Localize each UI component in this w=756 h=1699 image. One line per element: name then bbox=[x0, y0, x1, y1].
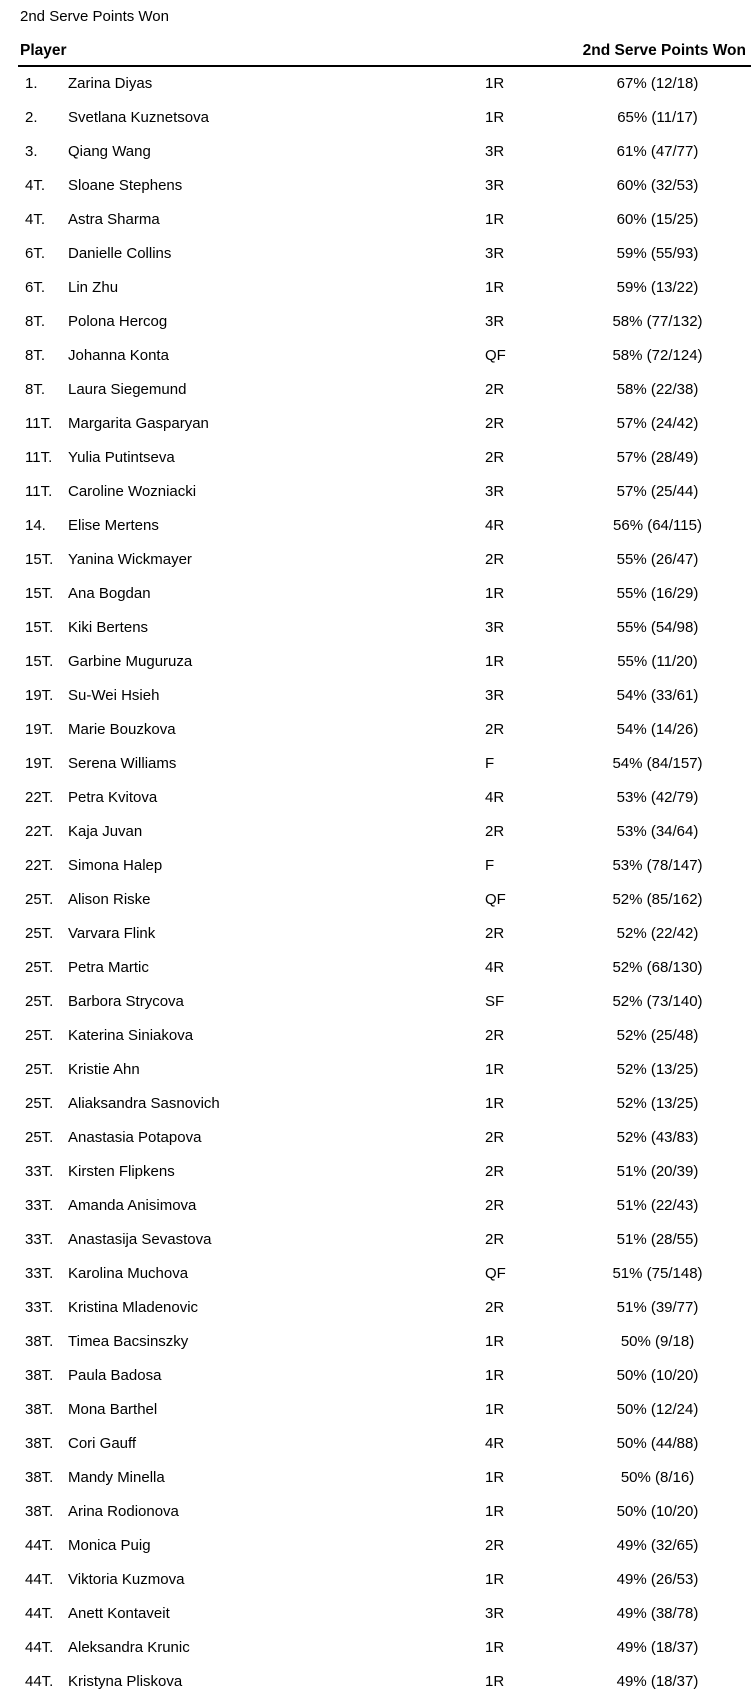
table-row bbox=[0, 1597, 756, 1631]
rank-cell: 19T. bbox=[25, 721, 54, 738]
rank-cell: 38T. bbox=[25, 1469, 54, 1486]
round-cell: 2R bbox=[485, 1537, 505, 1554]
player-name-cell: Polona Hercog bbox=[68, 313, 168, 330]
round-cell: 1R bbox=[485, 1367, 505, 1384]
round-cell: 2R bbox=[485, 925, 505, 942]
round-cell: 1R bbox=[485, 653, 505, 670]
rank-cell: 11T. bbox=[25, 483, 53, 500]
column-header-player: Player bbox=[20, 42, 67, 59]
rank-cell: 25T. bbox=[25, 1095, 54, 1112]
stat-value-cell: 49% (18/37) bbox=[616, 1639, 699, 1656]
stat-value-cell: 51% (22/43) bbox=[616, 1197, 699, 1214]
rank-cell: 44T. bbox=[25, 1571, 54, 1588]
player-name-cell: Marie Bouzkova bbox=[68, 721, 176, 738]
table-row bbox=[0, 577, 756, 611]
round-cell: 2R bbox=[485, 823, 505, 840]
rank-cell: 44T. bbox=[25, 1605, 54, 1622]
player-name-cell: Kristie Ahn bbox=[68, 1061, 140, 1078]
table-row bbox=[0, 1223, 756, 1257]
stat-value-cell: 54% (14/26) bbox=[616, 721, 699, 738]
column-header-stat: 2nd Serve Points Won bbox=[582, 42, 746, 59]
rank-cell: 33T. bbox=[25, 1299, 54, 1316]
player-name-cell: Kaja Juvan bbox=[68, 823, 143, 840]
round-cell: 4R bbox=[485, 517, 505, 534]
stat-value-cell: 52% (25/48) bbox=[616, 1027, 699, 1044]
stat-value-cell: 49% (32/65) bbox=[616, 1537, 699, 1554]
player-name-cell: Barbora Strycova bbox=[68, 993, 184, 1010]
rank-cell: 8T. bbox=[25, 313, 46, 330]
table-row bbox=[0, 407, 756, 441]
table-row bbox=[0, 1291, 756, 1325]
stat-value-cell: 51% (75/148) bbox=[612, 1265, 703, 1282]
round-cell: 1R bbox=[485, 211, 505, 228]
rank-cell: 38T. bbox=[25, 1435, 54, 1452]
rank-cell: 22T. bbox=[25, 823, 54, 840]
stat-value-cell: 50% (10/20) bbox=[616, 1503, 699, 1520]
table-row bbox=[0, 1393, 756, 1427]
table-row bbox=[0, 305, 756, 339]
round-cell: QF bbox=[485, 347, 506, 364]
rank-cell: 38T. bbox=[25, 1401, 54, 1418]
player-name-cell: Arina Rodionova bbox=[68, 1503, 179, 1520]
player-name-cell: Qiang Wang bbox=[68, 143, 151, 160]
table-row bbox=[0, 1529, 756, 1563]
player-name-cell: Laura Siegemund bbox=[68, 381, 187, 398]
page-title: 2nd Serve Points Won bbox=[20, 8, 169, 25]
table-row bbox=[0, 1121, 756, 1155]
table-row bbox=[0, 101, 756, 135]
table-row bbox=[0, 917, 756, 951]
stat-value-cell: 50% (44/88) bbox=[616, 1435, 699, 1452]
player-name-cell: Serena Williams bbox=[68, 755, 177, 772]
player-name-cell: Petra Martic bbox=[68, 959, 149, 976]
table-row bbox=[0, 1631, 756, 1665]
stat-value-cell: 57% (28/49) bbox=[616, 449, 699, 466]
player-name-cell: Sloane Stephens bbox=[68, 177, 183, 194]
rank-cell: 15T. bbox=[25, 551, 54, 568]
round-cell: 2R bbox=[485, 1163, 505, 1180]
table-body bbox=[0, 67, 756, 1699]
round-cell: 2R bbox=[485, 415, 505, 432]
rank-cell: 6T. bbox=[25, 279, 46, 296]
rank-cell: 25T. bbox=[25, 1061, 54, 1078]
stat-value-cell: 61% (47/77) bbox=[616, 143, 699, 160]
round-cell: 3R bbox=[485, 143, 505, 160]
player-name-cell: Ana Bogdan bbox=[68, 585, 151, 602]
player-name-cell: Katerina Siniakova bbox=[68, 1027, 194, 1044]
rank-cell: 6T. bbox=[25, 245, 46, 262]
round-cell: 1R bbox=[485, 585, 505, 602]
round-cell: 3R bbox=[485, 1605, 505, 1622]
stat-value-cell: 58% (72/124) bbox=[612, 347, 703, 364]
stat-value-cell: 57% (24/42) bbox=[616, 415, 699, 432]
rank-cell: 25T. bbox=[25, 959, 54, 976]
rank-cell: 4T. bbox=[25, 211, 46, 228]
round-cell: SF bbox=[485, 993, 505, 1010]
rank-cell: 14. bbox=[25, 517, 46, 534]
player-name-cell: Astra Sharma bbox=[68, 211, 160, 228]
player-name-cell: Yanina Wickmayer bbox=[68, 551, 192, 568]
table-row bbox=[0, 747, 756, 781]
stat-value-cell: 50% (9/18) bbox=[620, 1333, 695, 1350]
rank-cell: 33T. bbox=[25, 1231, 54, 1248]
table-row bbox=[0, 1427, 756, 1461]
rank-cell: 3. bbox=[25, 143, 38, 160]
round-cell: 1R bbox=[485, 279, 505, 296]
player-name-cell: Kristyna Pliskova bbox=[68, 1673, 183, 1690]
stat-value-cell: 54% (84/157) bbox=[612, 755, 703, 772]
stat-value-cell: 49% (18/37) bbox=[616, 1673, 699, 1690]
table-row bbox=[0, 679, 756, 713]
table-row bbox=[0, 1563, 756, 1597]
round-cell: 2R bbox=[485, 1129, 505, 1146]
table-row bbox=[0, 339, 756, 373]
player-name-cell: Danielle Collins bbox=[68, 245, 172, 262]
player-name-cell: Varvara Flink bbox=[68, 925, 156, 942]
player-name-cell: Karolina Muchova bbox=[68, 1265, 189, 1282]
round-cell: 4R bbox=[485, 959, 505, 976]
rank-cell: 15T. bbox=[25, 585, 54, 602]
rank-cell: 4T. bbox=[25, 177, 46, 194]
stat-value-cell: 52% (13/25) bbox=[616, 1061, 699, 1078]
round-cell: 3R bbox=[485, 245, 505, 262]
round-cell: 3R bbox=[485, 177, 505, 194]
stat-value-cell: 51% (28/55) bbox=[616, 1231, 699, 1248]
round-cell: 3R bbox=[485, 619, 505, 636]
stat-value-cell: 55% (11/20) bbox=[617, 653, 698, 670]
round-cell: 1R bbox=[485, 1571, 505, 1588]
table-row bbox=[0, 1257, 756, 1291]
table-row bbox=[0, 203, 756, 237]
table-row bbox=[0, 1087, 756, 1121]
round-cell: 2R bbox=[485, 1299, 505, 1316]
stat-value-cell: 58% (22/38) bbox=[616, 381, 699, 398]
player-name-cell: Cori Gauff bbox=[68, 1435, 137, 1452]
player-name-cell: Svetlana Kuznetsova bbox=[68, 109, 209, 126]
player-name-cell: Alison Riske bbox=[68, 891, 151, 908]
table-row bbox=[0, 849, 756, 883]
table-row bbox=[0, 475, 756, 509]
player-name-cell: Petra Kvitova bbox=[68, 789, 158, 806]
round-cell: F bbox=[485, 755, 495, 772]
round-cell: QF bbox=[485, 891, 506, 908]
stat-value-cell: 52% (85/162) bbox=[612, 891, 703, 908]
player-name-cell: Timea Bacsinszky bbox=[68, 1333, 189, 1350]
stat-value-cell: 67% (12/18) bbox=[616, 75, 699, 92]
stat-value-cell: 60% (32/53) bbox=[616, 177, 699, 194]
round-cell: 1R bbox=[485, 1061, 505, 1078]
rank-cell: 33T. bbox=[25, 1163, 54, 1180]
player-name-cell: Aliaksandra Sasnovich bbox=[68, 1095, 220, 1112]
round-cell: 2R bbox=[485, 551, 505, 568]
stat-value-cell: 50% (12/24) bbox=[616, 1401, 699, 1418]
rank-cell: 25T. bbox=[25, 925, 54, 942]
stat-value-cell: 49% (26/53) bbox=[616, 1571, 699, 1588]
table-row bbox=[0, 1053, 756, 1087]
round-cell: 1R bbox=[485, 75, 505, 92]
round-cell: 3R bbox=[485, 687, 505, 704]
stat-value-cell: 52% (73/140) bbox=[612, 993, 703, 1010]
table-header-row bbox=[18, 38, 751, 67]
rank-cell: 44T. bbox=[25, 1673, 54, 1690]
stat-value-cell: 56% (64/115) bbox=[613, 517, 702, 534]
table-row bbox=[0, 509, 756, 543]
round-cell: 2R bbox=[485, 1197, 505, 1214]
player-name-cell: Johanna Konta bbox=[68, 347, 169, 364]
player-name-cell: Simona Halep bbox=[68, 857, 163, 874]
round-cell: 2R bbox=[485, 1231, 505, 1248]
round-cell: 1R bbox=[485, 109, 505, 126]
player-name-cell: Mandy Minella bbox=[68, 1469, 165, 1486]
stat-value-cell: 52% (68/130) bbox=[612, 959, 703, 976]
table-row bbox=[0, 135, 756, 169]
table-row bbox=[0, 237, 756, 271]
stat-value-cell: 53% (34/64) bbox=[616, 823, 699, 840]
stat-value-cell: 55% (26/47) bbox=[616, 551, 699, 568]
player-name-cell: Paula Badosa bbox=[68, 1367, 162, 1384]
table-row bbox=[0, 611, 756, 645]
table-row bbox=[0, 1325, 756, 1359]
stat-value-cell: 50% (10/20) bbox=[616, 1367, 699, 1384]
player-name-cell: Caroline Wozniacki bbox=[68, 483, 197, 500]
round-cell: 4R bbox=[485, 789, 505, 806]
round-cell: 3R bbox=[485, 313, 505, 330]
stat-value-cell: 51% (39/77) bbox=[616, 1299, 699, 1316]
player-name-cell: Monica Puig bbox=[68, 1537, 151, 1554]
round-cell: 1R bbox=[485, 1095, 505, 1112]
rank-cell: 11T. bbox=[25, 415, 53, 432]
table-row bbox=[0, 713, 756, 747]
rank-cell: 19T. bbox=[25, 687, 54, 704]
round-cell: 2R bbox=[485, 1027, 505, 1044]
player-name-cell: Kiki Bertens bbox=[68, 619, 149, 636]
rank-cell: 22T. bbox=[25, 857, 54, 874]
table-row bbox=[0, 169, 756, 203]
rank-cell: 44T. bbox=[25, 1537, 54, 1554]
stat-value-cell: 50% (8/16) bbox=[620, 1469, 695, 1486]
player-name-cell: Anett Kontaveit bbox=[68, 1605, 170, 1622]
player-name-cell: Su-Wei Hsieh bbox=[68, 687, 160, 704]
rank-cell: 25T. bbox=[25, 1129, 54, 1146]
round-cell: 3R bbox=[485, 483, 505, 500]
rank-cell: 33T. bbox=[25, 1265, 54, 1282]
rank-cell: 38T. bbox=[25, 1503, 54, 1520]
table-row bbox=[0, 815, 756, 849]
table-row bbox=[0, 1461, 756, 1495]
table-row bbox=[0, 271, 756, 305]
stat-value-cell: 51% (20/39) bbox=[616, 1163, 699, 1180]
round-cell: 1R bbox=[485, 1639, 505, 1656]
table-row bbox=[0, 883, 756, 917]
stat-value-cell: 65% (11/17) bbox=[617, 109, 698, 126]
rank-cell: 25T. bbox=[25, 1027, 54, 1044]
table-row bbox=[0, 1019, 756, 1053]
table-row bbox=[0, 441, 756, 475]
player-name-cell: Elise Mertens bbox=[68, 517, 159, 534]
player-name-cell: Garbine Muguruza bbox=[68, 653, 193, 670]
round-cell: QF bbox=[485, 1265, 506, 1282]
player-name-cell: Anastasia Potapova bbox=[68, 1129, 202, 1146]
round-cell: 1R bbox=[485, 1503, 505, 1520]
round-cell: 4R bbox=[485, 1435, 505, 1452]
stat-value-cell: 55% (16/29) bbox=[616, 585, 699, 602]
player-name-cell: Kristina Mladenovic bbox=[68, 1299, 199, 1316]
rank-cell: 8T. bbox=[25, 347, 46, 364]
rank-cell: 15T. bbox=[25, 619, 54, 636]
stat-value-cell: 58% (77/132) bbox=[612, 313, 703, 330]
player-name-cell: Anastasija Sevastova bbox=[68, 1231, 212, 1248]
round-cell: 2R bbox=[485, 721, 505, 738]
rank-cell: 22T. bbox=[25, 789, 54, 806]
player-name-cell: Lin Zhu bbox=[68, 279, 119, 296]
rank-cell: 44T. bbox=[25, 1639, 54, 1656]
table-row bbox=[0, 1665, 756, 1699]
rank-cell: 15T. bbox=[25, 653, 54, 670]
round-cell: 1R bbox=[485, 1333, 505, 1350]
round-cell: 1R bbox=[485, 1401, 505, 1418]
table-row bbox=[0, 543, 756, 577]
round-cell: 2R bbox=[485, 449, 505, 466]
table-row bbox=[0, 1155, 756, 1189]
stat-value-cell: 53% (42/79) bbox=[616, 789, 699, 806]
stat-value-cell: 49% (38/78) bbox=[616, 1605, 699, 1622]
rank-cell: 38T. bbox=[25, 1333, 54, 1350]
rank-cell: 25T. bbox=[25, 993, 54, 1010]
stat-value-cell: 52% (43/83) bbox=[616, 1129, 699, 1146]
table-row bbox=[0, 645, 756, 679]
player-name-cell: Margarita Gasparyan bbox=[68, 415, 209, 432]
player-name-cell: Amanda Anisimova bbox=[68, 1197, 197, 1214]
table-row bbox=[0, 67, 756, 101]
stat-value-cell: 52% (13/25) bbox=[616, 1095, 699, 1112]
table-row bbox=[0, 1495, 756, 1529]
rank-cell: 8T. bbox=[25, 381, 46, 398]
table-row bbox=[0, 373, 756, 407]
round-cell: F bbox=[485, 857, 495, 874]
player-name-cell: Mona Barthel bbox=[68, 1401, 158, 1418]
rank-cell: 1. bbox=[25, 75, 38, 92]
rank-cell: 38T. bbox=[25, 1367, 54, 1384]
table-row bbox=[0, 781, 756, 815]
rank-cell: 2. bbox=[25, 109, 38, 126]
table-row bbox=[0, 951, 756, 985]
round-cell: 1R bbox=[485, 1469, 505, 1486]
table-row bbox=[0, 1359, 756, 1393]
player-name-cell: Yulia Putintseva bbox=[68, 449, 175, 466]
player-name-cell: Zarina Diyas bbox=[68, 75, 153, 92]
round-cell: 2R bbox=[485, 381, 505, 398]
stat-value-cell: 57% (25/44) bbox=[616, 483, 699, 500]
stat-value-cell: 59% (13/22) bbox=[616, 279, 699, 296]
table-row bbox=[0, 1189, 756, 1223]
table-row bbox=[0, 985, 756, 1019]
round-cell: 1R bbox=[485, 1673, 505, 1690]
stat-value-cell: 60% (15/25) bbox=[616, 211, 699, 228]
stat-value-cell: 52% (22/42) bbox=[616, 925, 699, 942]
stat-value-cell: 54% (33/61) bbox=[616, 687, 699, 704]
player-name-cell: Viktoria Kuzmova bbox=[68, 1571, 185, 1588]
stat-value-cell: 55% (54/98) bbox=[616, 619, 699, 636]
rank-cell: 11T. bbox=[25, 449, 53, 466]
rank-cell: 33T. bbox=[25, 1197, 54, 1214]
stat-value-cell: 59% (55/93) bbox=[616, 245, 699, 262]
player-name-cell: Aleksandra Krunic bbox=[68, 1639, 190, 1656]
rank-cell: 19T. bbox=[25, 755, 54, 772]
player-name-cell: Kirsten Flipkens bbox=[68, 1163, 175, 1180]
stat-value-cell: 53% (78/147) bbox=[612, 857, 703, 874]
rank-cell: 25T. bbox=[25, 891, 54, 908]
